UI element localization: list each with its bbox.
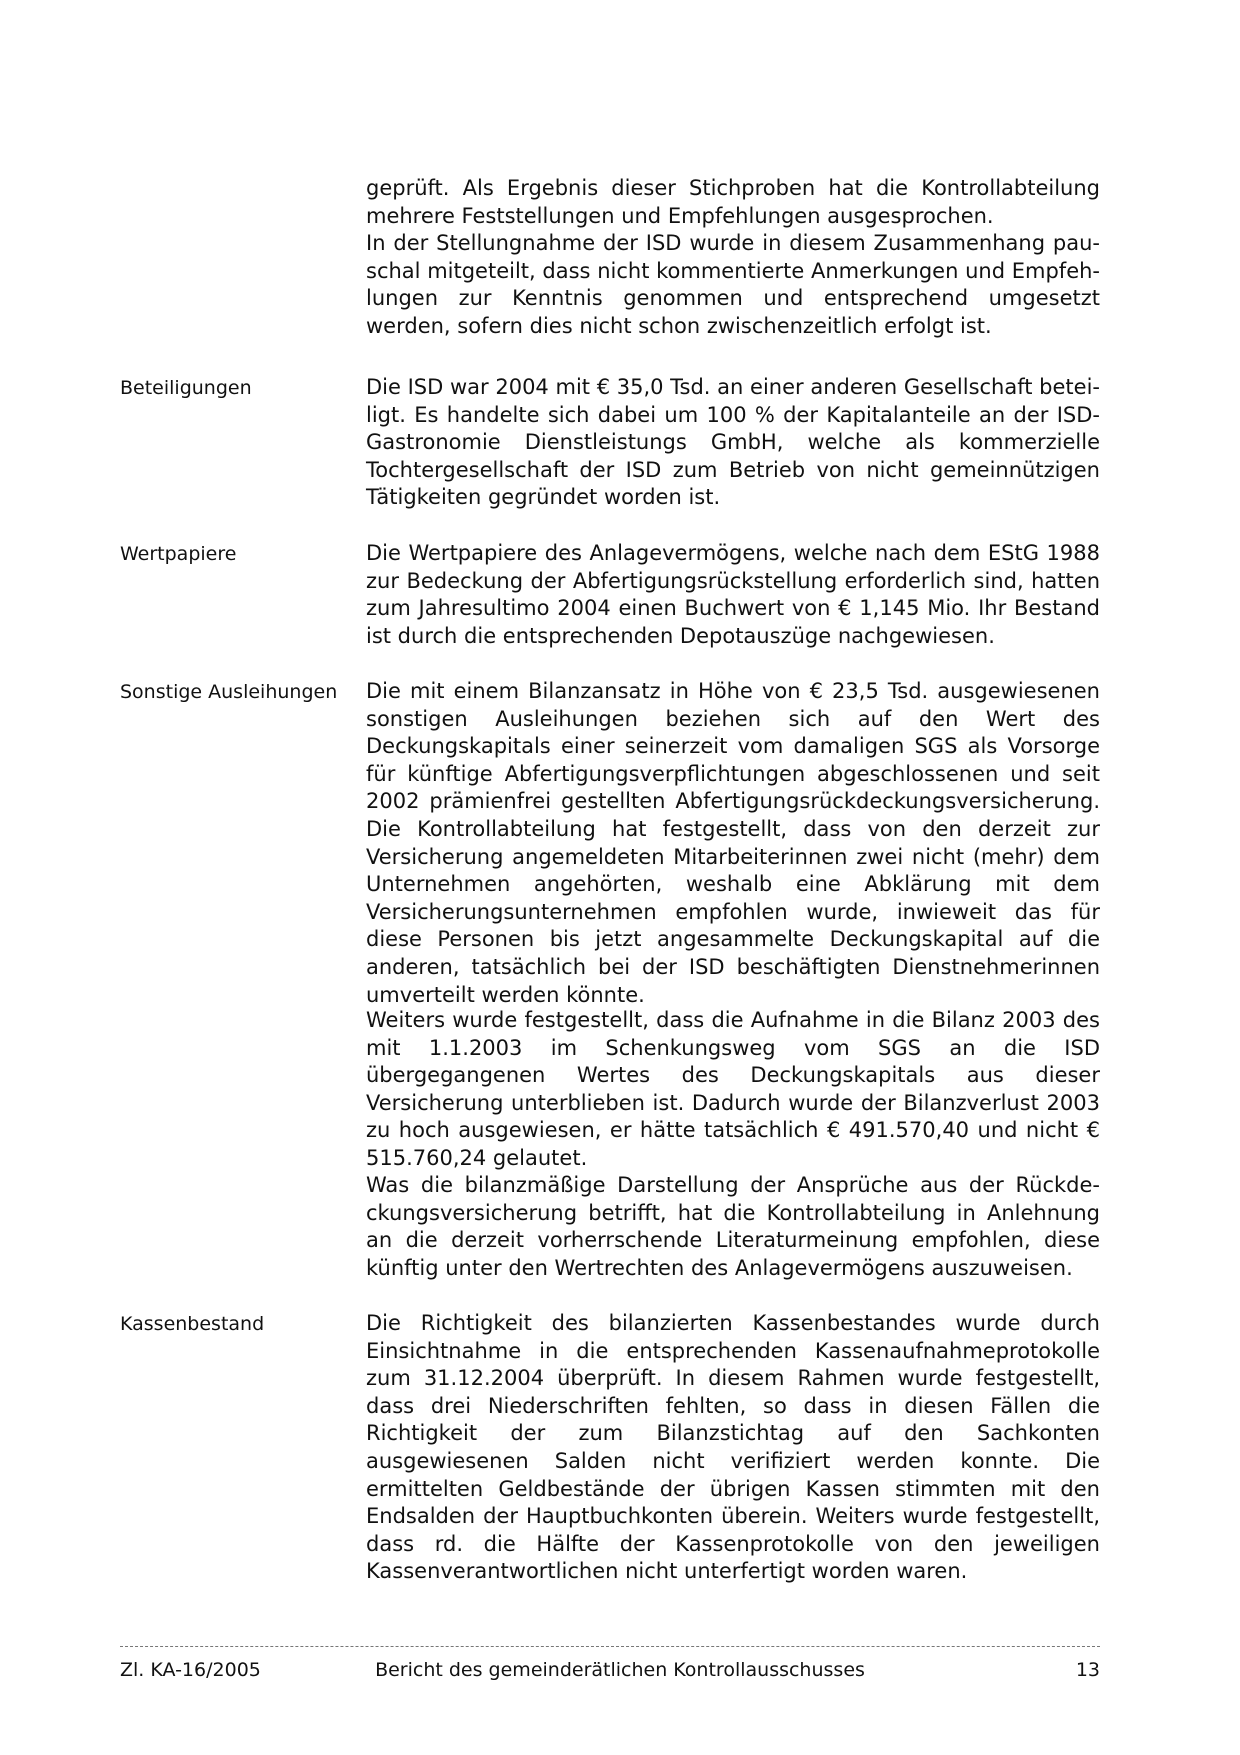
- section-text: [366, 678, 1100, 1009]
- paragraph: Die mit einem Bilanzansatz in Höhe von € 23,5 Tsd. ausgewiesenen sonstigen Ausleihungen beziehen sich auf den Wert des Deckungskapitals einer seinerzeit vom damaligen SGS als Vorsorge für künftige Abfertigungsverpflichtungen abgeschlossenen und seit 2002 prämienfrei gestellten Abfertigungsrückdeckungsversicherung. Die Kontrollabteilung hat festgestellt, dass von den derzeit zur Versicherung angemeldeten Mitarbeiterinnen zwei nicht (mehr) dem Unternehmen angehörten, weshalb eine Abklärung mit dem Versicherungsunternehmen empfohlen wurde, inwieweit das für diese Personen bis jetzt angesammelte Deckungskapital auf die anderen, tatsächlich bei der ISD beschäftigten Dienstnehmerinnen umverteilt werden könnte.: [366, 679, 1100, 1007]
- paragraph: Die ISD war 2004 mit € 35,0 Tsd. an einer anderen Gesellschaft beteiligt. Es handelte sich dabei um 100 % der Kapitalanteile an der ISD-Gastronomie Dienstleistungs GmbH, welche als kommerzielle Tochtergesellschaft der ISD zum Betrieb von nicht gemeinnützigen Tätigkeiten gegründet worden ist.: [366, 375, 1100, 510]
- paragraph: In der Stellungnahme der ISD wurde in diesem Zusammenhang pauschal mitgeteilt, dass nicht kommentierte Anmerkungen und Empfehlungen zur Kenntnis genommen und entsprechend umgesetzt werden, sofern dies nicht schon zwischenzeitlich erfolgt ist.: [366, 231, 1100, 338]
- section-label: Kassenbestand: [120, 1313, 265, 1335]
- section-text: [366, 540, 1100, 650]
- page-number: 13: [1075, 1659, 1100, 1681]
- section-label: Wertpapiere: [120, 543, 237, 565]
- paragraph: Weiters wurde festgestellt, dass die Aufnahme in die Bilanz 2003 des mit 1.1.2003 im Schenkungsweg vom SGS an die ISD übergegangenen Wertes des Deckungskapitals aus dieser Versicherung unterblieben ist. Dadurch wurde der Bilanzverlust 2003 zu hoch ausgewiesen, er hätte tatsächlich € 491.570,40 und nicht € 515.760,24 gelautet.: [366, 1008, 1100, 1170]
- footer-divider: [120, 1646, 1100, 1647]
- paragraph: geprüft. Als Ergebnis dieser Stichproben hat die Kontrollabteilung mehrere Feststellungen und Empfehlungen ausgesprochen.: [366, 176, 1100, 228]
- footer-title: Bericht des gemeinderätlichen Kontrollausschusses: [375, 1659, 865, 1681]
- section-label: Sonstige Ausleihungen: [120, 681, 338, 703]
- section-text: [366, 1172, 1100, 1282]
- section-label: Beteiligungen: [120, 377, 252, 399]
- section-text: [366, 1007, 1100, 1173]
- section-text: [366, 1310, 1100, 1586]
- section-text: [366, 374, 1100, 512]
- paragraph: Die Wertpapiere des Anlagevermögens, welche nach dem EStG 1988 zur Bedeckung der Abfertigungsrückstellung erforderlich sind, hatten zum Jahresultimo 2004 einen Buchwert von € 1,145 Mio. Ihr Bestand ist durch die entsprechenden Depotauszüge nachgewiesen.: [366, 541, 1100, 648]
- footer-reference: Zl. KA-16/2005: [120, 1659, 261, 1681]
- paragraph: Die Richtigkeit des bilanzierten Kassenbestandes wurde durch Einsichtnahme in die entsprechenden Kassenaufnahmeprotokolle zum 31.12.2004 überprüft. In diesem Rahmen wurde festgestellt, dass drei Niederschriften fehlten, so dass in diesen Fällen die Richtigkeit der zum Bilanzstichtag auf den Sachkonten ausgewiesenen Salden nicht verifiziert werden konnte. Die ermittelten Geldbestände der übrigen Kassen stimmten mit den Endsalden der Hauptbuchkonten überein. Weiters wurde festgestellt, dass rd. die Hälfte der Kassenprotokolle von den jeweiligen Kassenverantwortlichen nicht unterfertigt worden waren.: [366, 1311, 1100, 1584]
- paragraph: Was die bilanzmäßige Darstellung der Ansprüche aus der Rückdeckungsversicherung betrifft, hat die Kontrollabteilung in Anlehnung an die derzeit vorherrschende Literaturmeinung empfohlen, diese künftig unter den Wertrechten des Anlagevermögens auszuweisen.: [366, 1173, 1100, 1280]
- section-text: [366, 175, 1100, 341]
